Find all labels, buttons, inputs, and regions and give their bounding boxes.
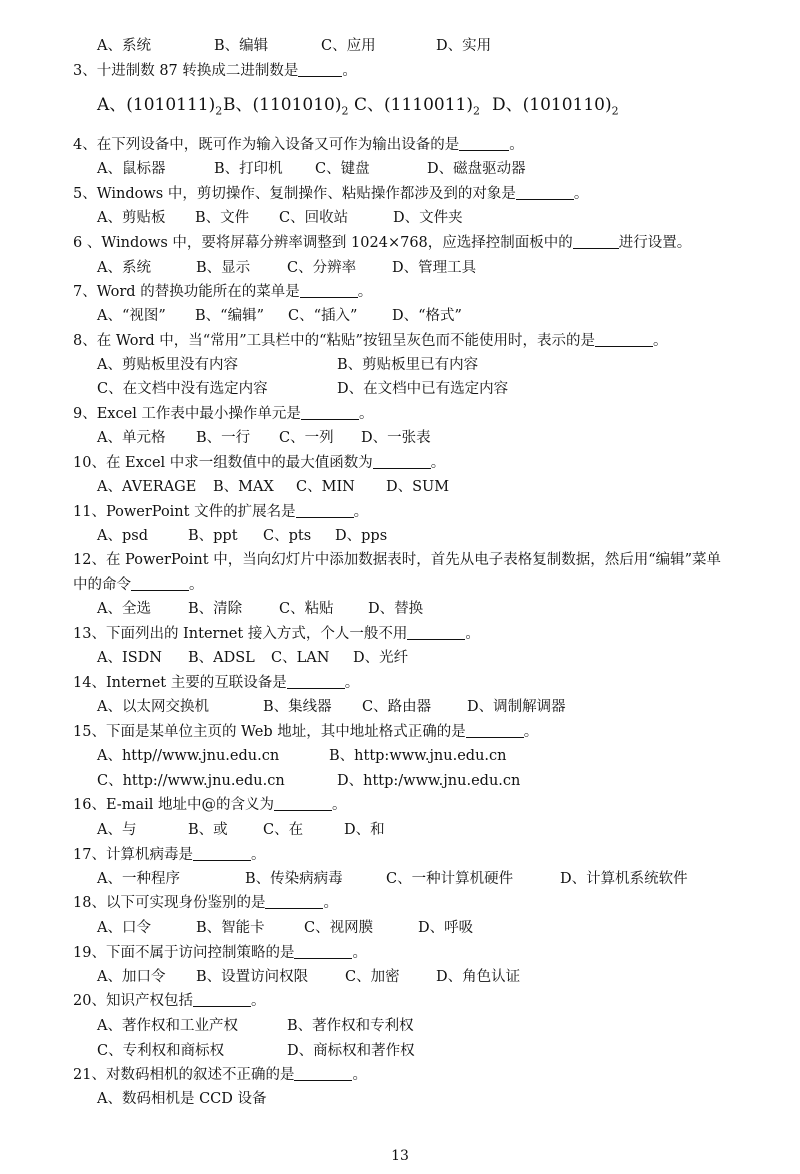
option-c: C、“插入” [288,308,358,324]
question-14 [73,673,359,693]
option-a: A、口令 [97,920,151,936]
answer-blank [573,234,619,249]
question-15 [73,722,538,742]
question-9 [73,404,373,424]
question-12 [73,548,733,598]
option-b: B、打印机 [214,161,283,177]
question-8 [73,331,667,351]
option-b: B、著作权和专利权 [287,1018,414,1034]
question-stem: 20、知识产权包括 [73,993,193,1009]
stem-end: 。 [358,406,374,422]
question-21 [73,1065,367,1085]
option-c: C、在文档中没有选定内容 [97,381,268,397]
option-c: C、http://www.jnu.edu.cn [97,773,285,789]
option-b: B、编辑 [214,38,269,54]
question-13 [73,624,480,644]
option-d: D、pps [335,528,388,544]
option-b: B、或 [188,822,228,838]
stem-end: 进行设置。 [618,235,692,251]
stem-end: 。 [430,455,446,471]
option-c: C、粘贴 [279,601,334,617]
stem-end: 。 [344,675,360,691]
option-a: A、系统 [97,38,151,54]
question-7 [73,282,372,302]
option-c: C、分辨率 [287,260,357,276]
answer-blank [298,62,342,77]
option-c: C、MIN [296,479,355,495]
stem-end: 。 [353,504,369,520]
answer-blank [459,136,509,151]
option-a: A、鼠标器 [97,161,166,177]
question-stem: 13、下面列出的 Internet 接入方式，个人一般不用 [73,626,408,642]
option-c: C、$(1110011)_2$ [354,95,480,118]
stem-end: 。 [352,945,367,961]
option-d: D、计算机系统软件 [560,871,688,887]
stem-end: 。 [573,186,589,202]
answer-blank [301,405,359,420]
question-stem: 10、在 Excel 中求一组数值中的最大值函数为 [73,455,373,471]
option-a: A、http//www.jnu.edu.cn [97,748,280,764]
option-b: B、文件 [195,210,250,226]
option-d: D、呼吸 [418,920,474,936]
question-stem: 5、Windows 中，剪切操作、复制操作、粘贴操作都涉及到的对象是 [73,186,516,202]
option-c: C、路由器 [362,699,432,715]
option-b: B、清除 [188,601,243,617]
option-b: B、http:www.jnu.edu.cn [329,748,507,764]
stem-end: 。 [523,724,539,740]
answer-blank [466,723,524,738]
option-d: D、$(1010110)_2$ [492,95,619,118]
option-b: B、传染病病毒 [245,871,343,887]
option-d: D、实用 [436,38,492,54]
option-c: C、专利权和商标权 [97,1043,225,1059]
question-stem: 3、十进制数 87 转换成二进制数是 [73,63,299,79]
option-d: D、商标权和著作权 [287,1043,415,1059]
question-18 [73,893,338,913]
option-d: D、一张表 [361,430,431,446]
question-stem: 12、在 PowerPoint 中，当向幻灯片中添加数据表时，首先从电子表格复制数据，然后用“编辑”菜单中的命令 [73,552,722,593]
answer-blank [294,944,352,959]
option-c: C、回收站 [279,210,349,226]
option-d: D、磁盘驱动器 [427,161,526,177]
option-a: A、系统 [97,260,151,276]
option-c: C、一列 [279,430,334,446]
option-d: D、光纤 [353,650,409,666]
stem-end: 。 [352,1067,367,1083]
option-c: C、视网膜 [304,920,374,936]
option-a: A、单元格 [97,430,166,446]
answer-blank [265,894,323,909]
option-a: A、以太网交换机 [97,699,209,715]
question-stem: 21、对数码相机的叙述不正确的是 [73,1067,295,1083]
option-a: A、剪贴板 [97,210,166,226]
answer-blank [300,283,358,298]
option-d: D、管理工具 [392,260,477,276]
option-c: C、键盘 [315,161,370,177]
option-b: B、集线器 [263,699,332,715]
option-a: A、“视图” [97,308,166,324]
option-b: B、一行 [196,430,251,446]
question-stem: 7、Word 的替换功能所在的菜单是 [73,284,300,300]
answer-blank [373,454,431,469]
option-d: D、和 [344,822,385,838]
answer-blank [516,185,574,200]
question-stem: 11、PowerPoint 文件的扩展名是 [73,504,296,520]
option-c: C、一种计算机硬件 [386,871,514,887]
option-a: A、加口令 [97,969,166,985]
option-d: D、“格式” [392,308,462,324]
option-c: C、LAN [271,650,330,666]
answer-blank [193,992,251,1007]
option-a: A、一种程序 [97,871,180,887]
stem-end: 。 [652,333,668,349]
answer-blank [294,1066,352,1081]
answer-blank [131,576,189,591]
option-c: C、应用 [321,38,376,54]
option-d: D、SUM [386,479,450,495]
option-d: D、文件夹 [393,210,463,226]
option-b: B、设置访问权限 [196,969,309,985]
option-b: B、$(1101010)_2$ [223,95,349,118]
option-b: B、ppt [188,528,238,544]
question-stem: 9、Excel 工作表中最小操作单元是 [73,406,301,422]
question-20 [73,991,265,1011]
answer-blank [407,625,465,640]
option-d: D、角色认证 [436,969,521,985]
question-stem: 18、以下可实现身份鉴别的是 [73,895,266,911]
option-b: B、ADSL [188,650,255,666]
option-a: A、AVERAGE [97,479,197,495]
option-b: B、智能卡 [196,920,265,936]
option-a: A、数码相机是 CCD 设备 [97,1091,267,1107]
answer-blank [287,674,345,689]
question-6 [73,233,691,253]
question-stem: 14、Internet 主要的互联设备是 [73,675,287,691]
question-stem: 16、E-mail 地址中@的含义为 [73,797,274,813]
option-d: D、替换 [368,601,424,617]
option-c: C、pts [263,528,312,544]
question-stem: 17、计算机病毒是 [73,847,193,863]
question-16 [73,795,346,815]
option-c: C、在 [263,822,304,838]
option-b: B、“编辑” [195,308,264,324]
question-stem: 19、下面不属于访问控制策略的是 [73,945,295,961]
question-17 [73,845,265,865]
stem-end: 。 [250,993,266,1009]
answer-blank [296,503,354,518]
question-11 [73,502,368,522]
question-19 [73,943,367,963]
stem-end: 。 [323,895,338,911]
question-stem: 8、在 Word 中，当“常用”工具栏中的“粘贴”按钮呈灰色而不能使用时，表示的是 [73,333,595,349]
answer-blank [193,846,251,861]
option-a: A、与 [97,822,137,838]
option-a: A、ISDN [97,650,162,666]
option-d: D、http:/www.jnu.edu.cn [337,773,521,789]
option-a: A、剪贴板里没有内容 [97,357,238,373]
answer-blank [595,332,653,347]
option-b: B、MAX [213,479,274,495]
question-5 [73,184,588,204]
option-b: B、剪贴板里已有内容 [337,357,479,373]
option-b: B、显示 [196,260,251,276]
stem-end: 。 [331,797,347,813]
stem-end: 。 [357,284,373,300]
question-stem: 4、在下列设备中，既可作为输入设备又可作为输出设备的是 [73,137,460,153]
option-d: D、调制解调器 [467,699,566,715]
option-a: A、psd [97,528,148,544]
question-stem: 15、下面是某单位主页的 Web 地址，其中地址格式正确的是 [73,724,466,740]
option-d: D、在文档中已有选定内容 [337,381,509,397]
stem-end: 。 [465,626,480,642]
stem-end: 。 [250,847,266,863]
option-a: A、著作权和工业产权 [97,1018,238,1034]
answer-blank [274,796,332,811]
option-a: A、$(1010111)_2$ [97,95,223,118]
question-stem: 6 、Windows 中，要将屏幕分辨率调整到 1024×768，应选择控制面板中的 [73,235,573,251]
option-a: A、全选 [97,601,151,617]
stem-end: 。 [509,137,524,153]
stem-end: 。 [342,63,357,79]
question-3 [73,61,357,81]
page-number: 13 [391,1148,409,1164]
option-c: C、加密 [345,969,400,985]
question-10 [73,453,445,473]
question-4 [73,135,524,155]
stem-end: 。 [189,577,204,593]
